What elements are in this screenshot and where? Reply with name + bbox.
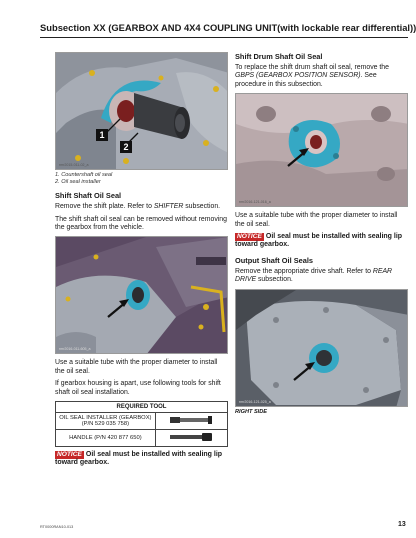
link-shifter[interactable]: SHIFTER: [153, 203, 184, 211]
figure-code: rmr2016-011-605_a: [59, 347, 91, 352]
shift-drum-illustration: [236, 94, 408, 207]
paragraph-use-tube-right: Use a suitable tube with the proper diameter to install the oil seal.: [235, 212, 398, 228]
heading-shift-shaft-oil-seal: Shift Shaft Oil Seal: [55, 191, 122, 201]
figure-shift-drum-seal: [235, 93, 408, 207]
paragraph-remove-drive-shaft: [235, 268, 408, 285]
notice-text: Oil seal must be installed with sealing lip toward gearbox.: [55, 451, 223, 467]
right-column: [235, 52, 408, 415]
notice-badge: NOTICE: [57, 451, 82, 459]
notice-right: [235, 233, 408, 250]
page-header: Subsection XX (GEARBOX AND 4X4 COUPLING UNIT(with lockable rear differential)): [40, 22, 416, 33]
required-tool-table: [55, 401, 228, 447]
figure-output-shaft-seal: [235, 289, 408, 407]
figure-code: rmr2016-121-025_a: [239, 399, 271, 404]
paragraph-replace-shift-drum-seal: [235, 64, 408, 89]
page-number: 13: [398, 521, 406, 528]
text-run: Remove the shift plate. Refer to: [55, 203, 154, 211]
footer-document-code: RT0000RAN10-013: [40, 525, 74, 529]
table-row: [56, 430, 228, 447]
link-rear-drive[interactable]: REAR DRIVE: [235, 267, 393, 284]
text-run: subsection.: [256, 276, 293, 284]
output-shaft-illustration: [236, 290, 408, 407]
text-run: . See procedure in this subsection.: [235, 72, 377, 88]
figure-code: rmr2016-121-016_a: [239, 200, 271, 205]
tool-name: HANDLE (P/N 420 877 650): [56, 430, 156, 447]
heading-shift-drum-shaft-oil-seal: Shift Drum Shaft Oil Seal: [235, 52, 323, 61]
tool-table-header: REQUIRED TOOL: [56, 402, 228, 413]
notice-left: [55, 451, 228, 468]
paragraph-use-tube: Use a suitable tube with the proper diameter to install the oil seal.: [55, 359, 218, 375]
paragraph-gearbox-apart: If gearbox housing is apart, use following tools for shift shaft oil seal installation.: [55, 380, 221, 396]
paragraph-remove-seal: The shift shaft oil seal can be removed without removing the gearbox from the vehicle.: [55, 215, 227, 231]
svg-text:2: 2: [123, 142, 129, 152]
header-rule: [40, 37, 408, 38]
oil-seal-installer-tool-icon: [155, 413, 227, 430]
shift-shaft-illustration: [56, 237, 228, 354]
handle-tool-icon: [155, 430, 227, 447]
table-row: [56, 413, 228, 430]
notice-text: Oil seal must be installed with sealing lip toward gearbox.: [235, 233, 403, 249]
gearbox-illustration: [56, 53, 228, 170]
notice-badge: NOTICE: [237, 233, 262, 241]
left-column: [55, 52, 228, 468]
text-run: Remove the appropriate drive shaft. Refer to: [235, 267, 373, 275]
heading-output-shaft-oil-seals: Output Shaft Oil Seals: [235, 255, 314, 265]
tool-name: OIL SEAL INSTALLER (GEARBOX) (P/N 529 035 758): [56, 413, 156, 430]
legend-item: 1. Countershaft oil seal: [55, 172, 113, 178]
figure-legend: [55, 172, 228, 185]
text-run: To replace the shift drum shaft oil seal, remove the: [235, 64, 389, 71]
text-run: subsection.: [183, 203, 221, 211]
svg-text:1: 1: [99, 130, 105, 140]
legend-item: 2. Oil seal installer: [55, 178, 101, 185]
paragraph-remove-shift-plate: [55, 203, 228, 211]
figure-code: rmr2015-011-02_a: [59, 163, 89, 167]
figure-caption-right-side: RIGHT SIDE: [235, 408, 268, 415]
figure-countershaft-seal: [55, 52, 228, 170]
link-gbps[interactable]: GBPS (GEARBOX POSITION SENSOR): [235, 72, 361, 80]
figure-shift-shaft-seal: [55, 236, 228, 354]
